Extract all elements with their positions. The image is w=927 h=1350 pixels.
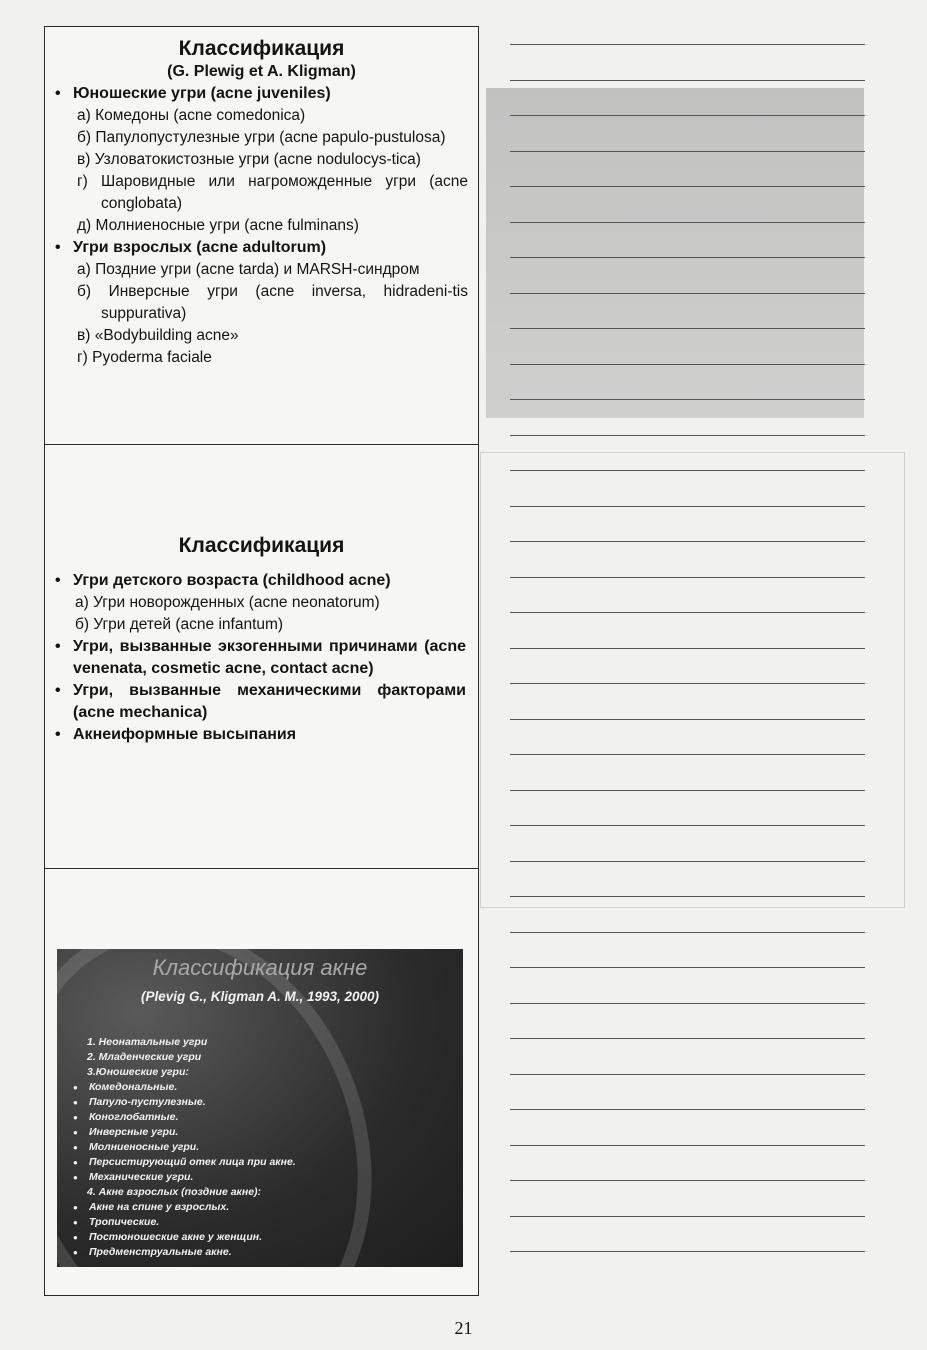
writing-line [510,967,865,968]
group-heading: • Угри детского возраста (childhood acne) [45,570,478,592]
slide-list-item: 4. Акне взрослых (поздние акне): [87,1186,262,1198]
slide-list-item: ● Папуло-пустулезные. [73,1095,451,1110]
panel2-list [45,570,478,746]
list-item: б) Инверсные угри (acne inversa, hidradeni-tis suppurativa) [77,283,468,322]
panel2-title: Классификация [178,534,345,557]
slide-title: Классификация акне [152,955,368,980]
writing-line [510,932,865,933]
writing-line [510,790,865,791]
writing-line [510,151,865,152]
list-group [45,83,478,237]
slide-list-item: ● Акне на спине у взрослых. [73,1200,451,1215]
right-column [480,26,900,1296]
slide-list-item: 2. Младенческие угри [87,1051,202,1063]
slide-list [73,1035,451,1260]
list-item: д) Молниеносные угри (acne fulminans) [77,217,359,234]
panel1-list [45,83,478,369]
list-group [45,680,478,724]
panel1-subtitle: (G. Plewig et A. Kligman) [167,63,356,80]
writing-line [510,435,865,436]
list-item: г) Шаровидные или нагроможденные угри (acne conglobata) [77,173,468,212]
writing-line [510,1109,865,1110]
group-heading: • Угри, вызванные экзогенными причинами (acne venenata, cosmetic acne, contact acne) [45,636,478,680]
writing-line [510,222,865,223]
slide-list-item: ● Предменструальные акне. [73,1245,451,1260]
slide-list-item: ● Комедональные. [73,1080,451,1095]
group-heading: • Юношеские угри (acne juveniles) [45,83,478,105]
writing-line [510,364,865,365]
writing-line [510,1074,865,1075]
writing-line [510,577,865,578]
group-heading: • Акнеиформные высыпания [45,724,478,746]
list-group [45,237,478,369]
writing-line [510,186,865,187]
writing-line [510,1003,865,1004]
writing-line [510,470,865,471]
list-item: а) Комедоны (acne comedonica) [77,107,306,124]
slide-list-item: ● Тропические. [73,1215,451,1230]
list-item: в) Узловатокистозные угри (acne nodulocys-tica) [77,151,421,168]
writing-line [510,683,865,684]
writing-line [510,293,865,294]
writing-line [510,1145,865,1146]
slide-list-item: 3.Юношеские угри: [87,1066,189,1078]
page-number: 21 [454,1318,473,1338]
presentation-slide [57,949,463,1267]
list-group [45,724,478,746]
list-item: а) Угри новорожденных (acne neonatorum) [75,594,380,611]
writing-line [510,328,865,329]
writing-line [510,257,865,258]
slide-list-item: ● Инверсные угри. [73,1125,451,1140]
writing-line [510,506,865,507]
writing-line [510,861,865,862]
classification-panel-1 [45,27,478,445]
list-item: в) «Bodybuilding acne» [77,327,239,344]
writing-line [510,115,865,116]
slide-list-item: ● Коноглобатные. [73,1110,451,1125]
show-through-frame [480,452,905,908]
classification-panel-2 [45,445,478,869]
list-group [45,570,478,636]
slide-panel [45,869,478,1295]
writing-line [510,825,865,826]
writing-line [510,648,865,649]
slide-subtitle: (Plevig G., Kligman A. M., 1993, 2000) [140,989,380,1004]
writing-line [510,1038,865,1039]
group-heading: • Угри взрослых (acne adultorum) [45,237,478,259]
list-item: г) Pyoderma faciale [77,349,212,366]
slide-list-item: ● Постюношеские акне у женщин. [73,1230,451,1245]
writing-line [510,541,865,542]
list-group [45,636,478,680]
slide-list-item: ● Молниеносные угри. [73,1140,451,1155]
writing-line [510,44,865,45]
slide-list-item: 1. Неонатальные угри [87,1036,208,1048]
show-through-slide [486,88,864,418]
slide-list-item: ● Персистирующий отек лица при акне. [73,1155,451,1170]
writing-line [510,719,865,720]
writing-line [510,896,865,897]
left-column [44,26,479,1296]
writing-line [510,612,865,613]
writing-line [510,399,865,400]
group-heading: • Угри, вызванные механическими факторами (acne mechanica) [45,680,478,724]
list-item: б) Угри детей (acne infantum) [75,616,284,633]
panel1-title: Классификация [178,37,345,60]
writing-line [510,1180,865,1181]
writing-line [510,1251,865,1252]
slide-list-item: ● Механические угри. [73,1170,451,1185]
list-item: б) Папулопустулезные угри (acne papulo-pustulosa) [77,129,446,146]
writing-line [510,1216,865,1217]
list-item: а) Поздние угри (acne tarda) и MARSH-синдром [77,261,420,278]
writing-line [510,80,865,81]
writing-line [510,754,865,755]
